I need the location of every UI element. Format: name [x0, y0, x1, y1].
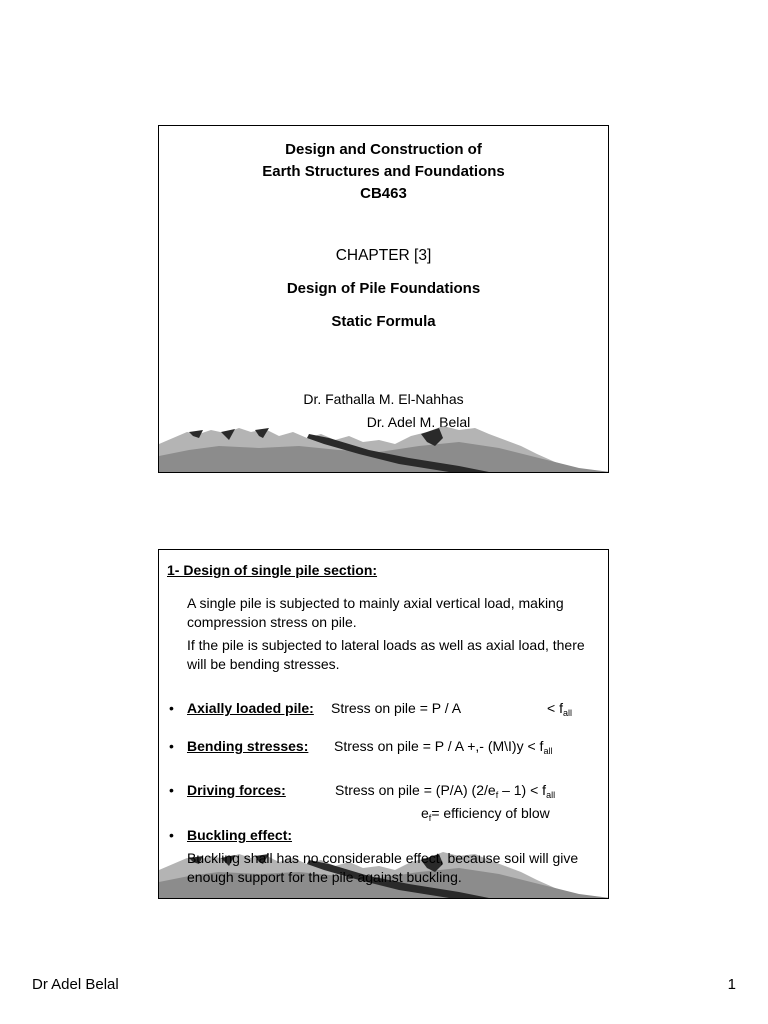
limit-subscript: all	[562, 708, 572, 718]
formula-main: Stress on pile = P / A +,- (M\I)y < f	[334, 738, 544, 754]
title-line-3: CB463	[360, 185, 407, 202]
page-number: 1	[727, 976, 736, 993]
author-1: Dr. Fathalla M. El-Nahhas	[303, 391, 464, 407]
formula-text	[334, 738, 552, 756]
chapter-label: CHAPTER [3]	[335, 247, 432, 264]
mountain-decoration	[159, 424, 609, 472]
bullet-label: Axially loaded pile:	[187, 700, 314, 716]
limit-text	[547, 700, 572, 718]
bullet-dot: •	[169, 700, 174, 716]
note-text: = efficiency of blow	[431, 805, 550, 821]
section-heading: 1- Design of single pile section:	[167, 562, 378, 578]
title-line-2: Earth Structures and Foundations	[262, 163, 505, 180]
content-slide	[158, 549, 609, 899]
footer-author: Dr Adel Belal	[32, 976, 119, 993]
bullet-dot: •	[169, 827, 174, 843]
formula-subscript-f: f	[495, 790, 499, 800]
title-line-1: Design and Construction of	[285, 141, 482, 158]
buckling-text: Buckling shall has no considerable effect, because soil will give enough support for the pile against buckling.	[187, 850, 579, 885]
title-slide	[158, 125, 609, 473]
bullet-dot: •	[169, 782, 174, 798]
subtitle-1: Design of Pile Foundations	[286, 280, 481, 297]
formula-text: Stress on pile = P / A	[331, 700, 462, 716]
subtitle-2: Static Formula	[331, 313, 436, 330]
bullet-dot: •	[169, 738, 174, 754]
formula-subscript: all	[543, 746, 553, 756]
bullet-label: Driving forces:	[187, 782, 286, 798]
formula-part-a: Stress on pile = (P/A) (2/e	[335, 782, 496, 798]
author-2: Dr. Adel M. Belal	[366, 414, 471, 430]
formula-subscript-all: all	[546, 790, 556, 800]
paragraph-axial-load: A single pile is subjected to mainly axial vertical load, making compression stress on pile.	[187, 595, 564, 630]
slide-title	[159, 139, 608, 205]
note-symbol: e	[421, 805, 429, 821]
efficiency-note	[421, 805, 550, 823]
bullet-label: Bending stresses:	[187, 738, 309, 754]
bullet-label: Buckling effect:	[187, 827, 293, 843]
formula-part-b: – 1) < f	[498, 782, 547, 798]
paragraph-lateral-load: If the pile is subjected to lateral loads as well as axial load, there will be bending stresses.	[187, 637, 585, 672]
note-subscript: f	[428, 813, 432, 823]
limit-symbol: < f	[547, 700, 563, 716]
formula-text	[335, 782, 555, 800]
